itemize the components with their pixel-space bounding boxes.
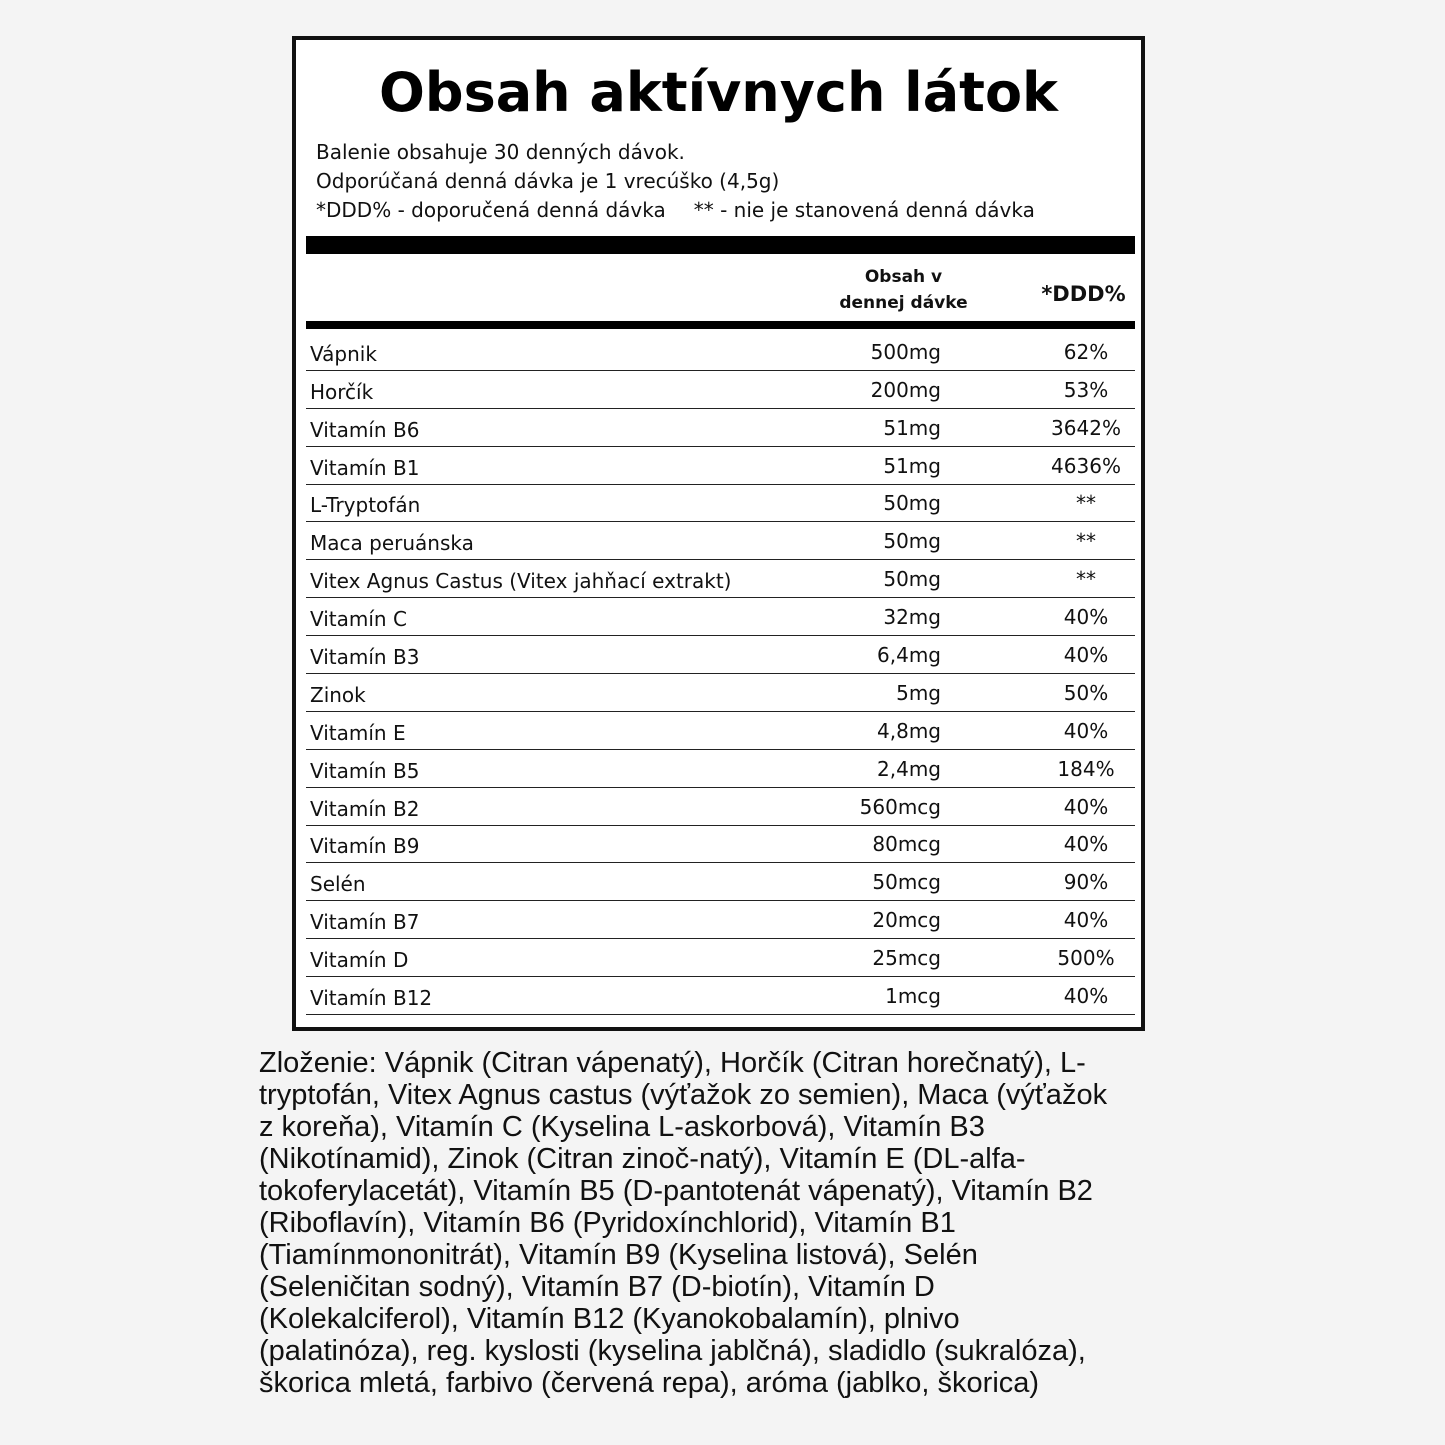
- nutrient-ddd: 40%: [1063, 832, 1109, 857]
- table-row: [306, 522, 1135, 560]
- nutrient-amount: 80mcg: [872, 832, 941, 857]
- nutrient-name: L-Tryptofán: [310, 493, 421, 518]
- nutrient-ddd: 53%: [1063, 377, 1109, 402]
- nutrient-name: Vitamín B2: [310, 796, 420, 821]
- nutrition-panel: [292, 36, 1145, 1031]
- column-header-amount-line1: Obsah v: [864, 267, 943, 287]
- nutrient-ddd: 40%: [1063, 794, 1109, 819]
- nutrient-amount: 51mg: [883, 415, 941, 440]
- nutrient-amount: 50mcg: [872, 870, 941, 895]
- table-row: [306, 598, 1135, 636]
- table-row: [306, 485, 1135, 523]
- nutrient-amount: 2,4mg: [877, 756, 941, 781]
- nutrient-ddd: **: [1076, 567, 1096, 592]
- nutrient-amount: 200mg: [870, 377, 941, 402]
- composition-line: škorica mletá, farbivo (červená repa), aróma (jablko, škorica): [259, 1367, 1040, 1399]
- composition-line: (Seleničitan sodný), Vitamín B7 (D-biotín), Vitamín D: [259, 1271, 935, 1303]
- top-divider-bar: [306, 236, 1135, 254]
- nutrient-ddd: 50%: [1063, 680, 1109, 705]
- nutrient-name: Vitex Agnus Castus (Vitex jahňací extrakt): [310, 569, 732, 594]
- nutrient-ddd: **: [1076, 491, 1096, 516]
- nutrient-ddd: 500%: [1057, 946, 1115, 971]
- nutrient-ddd: 62%: [1063, 339, 1109, 364]
- nutrient-name: Selén: [310, 872, 366, 897]
- nutrient-amount: 6,4mg: [877, 643, 941, 668]
- nutrient-name: Vitamín B12: [310, 986, 433, 1011]
- nutrient-amount: 500mg: [870, 339, 941, 364]
- table-row: [306, 826, 1135, 864]
- nutrient-amount: 1mcg: [885, 984, 941, 1009]
- composition-line: tryptofán, Vitex Agnus castus (výťažok zo semien), Maca (výťažok: [259, 1079, 1108, 1111]
- nutrient-name: Vápnik: [310, 341, 377, 366]
- column-header-amount-line2: dennej dávke: [839, 293, 968, 313]
- intro-line-servings: Balenie obsahuje 30 denných dávok.: [316, 140, 685, 164]
- nutrient-name: Vitamín B6: [310, 417, 420, 442]
- nutrient-name: Vitamín E: [310, 720, 406, 745]
- column-header-ddd: *DDD%: [1041, 282, 1126, 306]
- table-row: [306, 901, 1135, 939]
- legend-not-set: ** - nie je stanovená denná dávka: [693, 198, 1035, 222]
- table-row: [306, 409, 1135, 447]
- nutrient-ddd: 40%: [1063, 718, 1109, 743]
- composition-line: (Riboflavín), Vitamín B6 (Pyridoxínchlorid), Vitamín B1: [259, 1207, 956, 1239]
- nutrient-name: Horčík: [310, 379, 374, 404]
- table-row: [306, 674, 1135, 712]
- nutrient-ddd: 40%: [1063, 908, 1109, 933]
- composition-line: (Kolekalciferol), Vitamín B12 (Kyanokobalamín), plnivo: [259, 1303, 960, 1335]
- nutrient-table: [306, 333, 1135, 1015]
- table-row: [306, 333, 1135, 371]
- nutrient-amount: 4,8mg: [877, 718, 941, 743]
- nutrient-amount: 50mg: [883, 491, 941, 516]
- nutrient-name: Vitamín D: [310, 948, 409, 973]
- nutrient-name: Vitamín B3: [310, 645, 420, 670]
- panel-title: Obsah aktívnych látok: [379, 61, 1058, 124]
- composition-line: (palatinóza), reg. kyslosti (kyselina jablčná), sladidlo (sukralóza),: [259, 1335, 1086, 1367]
- composition-line: Zloženie: Vápnik (Citran vápenatý), Horčík (Citran horečnatý), L-: [259, 1047, 1086, 1079]
- table-row: [306, 447, 1135, 485]
- composition-line: (Tiamínmononitrát), Vitamín B9 (Kyselina listová), Selén: [259, 1239, 978, 1271]
- nutrient-amount: 32mg: [883, 605, 941, 630]
- composition-line: tokoferylacetát), Vitamín B5 (D-pantotenát vápenatý), Vitamín B2: [259, 1175, 1093, 1207]
- nutrient-ddd: 3642%: [1051, 415, 1121, 440]
- nutrient-amount: 560mcg: [859, 794, 941, 819]
- nutrient-ddd: 40%: [1063, 984, 1109, 1009]
- nutrient-amount: 20mcg: [872, 908, 941, 933]
- intro-line-dose: Odporúčaná denná dávka je 1 vrecúško (4,5g): [316, 169, 780, 193]
- nutrient-name: Vitamín B9: [310, 834, 420, 859]
- nutrient-ddd: 90%: [1063, 870, 1109, 895]
- nutrient-amount: 25mcg: [872, 946, 941, 971]
- nutrient-ddd: 40%: [1063, 643, 1109, 668]
- nutrient-name: Vitamín B7: [310, 910, 420, 935]
- table-row: [306, 560, 1135, 598]
- nutrient-ddd: 40%: [1063, 605, 1109, 630]
- table-row: [306, 636, 1135, 674]
- nutrient-amount: 50mg: [883, 567, 941, 592]
- table-row: [306, 371, 1135, 409]
- table-row: [306, 750, 1135, 788]
- composition-line: z koreňa), Vitamín C (Kyselina L-askorbová), Vitamín B3: [259, 1111, 985, 1143]
- header-divider-bar: [306, 321, 1135, 329]
- composition-line: (Nikotínamid), Zinok (Citran zinoč-natý), Vitamín E (DL-alfa-: [259, 1143, 1026, 1175]
- nutrient-name: Zinok: [310, 682, 366, 707]
- nutrient-ddd: 4636%: [1051, 453, 1121, 478]
- composition-text: [259, 1047, 1209, 1399]
- nutrient-name: Maca peruánska: [310, 531, 474, 556]
- nutrient-name: Vitamín C: [310, 607, 407, 632]
- nutrient-amount: 50mg: [883, 529, 941, 554]
- column-header-amount: [816, 264, 991, 316]
- nutrient-name: Vitamín B1: [310, 455, 420, 480]
- table-row: [306, 788, 1135, 826]
- intro-line-legend: [316, 196, 1035, 225]
- table-row: [306, 712, 1135, 750]
- nutrient-ddd: 184%: [1057, 756, 1115, 781]
- legend-ddd: *DDD% - doporučená denná dávka: [316, 198, 666, 222]
- nutrient-ddd: **: [1076, 529, 1096, 554]
- nutrient-amount: 5mg: [896, 680, 941, 705]
- table-row: [306, 977, 1135, 1015]
- nutrient-amount: 51mg: [883, 453, 941, 478]
- nutrient-name: Vitamín B5: [310, 758, 420, 783]
- table-row: [306, 939, 1135, 977]
- table-row: [306, 863, 1135, 901]
- intro-text: [316, 138, 1035, 225]
